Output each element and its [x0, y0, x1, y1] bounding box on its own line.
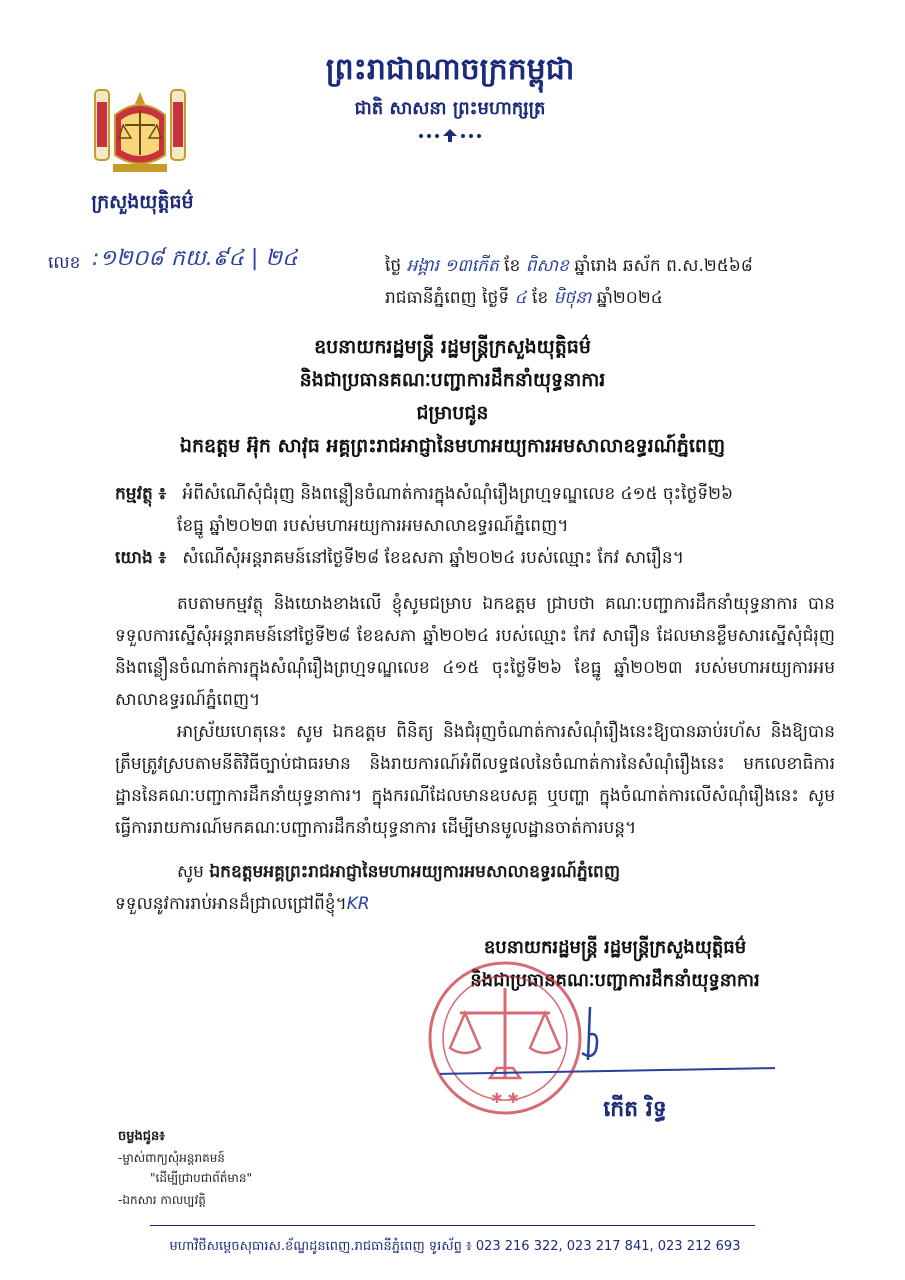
cc-item: "ដើម្បីជ្រាបជាព័ត៌មាន": [150, 1171, 252, 1185]
body-paragraph-2-text: អាស្រ័យហេតុនេះ សូម ឯកឧត្តម ពិនិត្យ និងជំរុញចំណាត់ការសំណុំរឿងនេះឱ្យបានឆាប់រហ័ស និងឱ្យបានត្រឹមត្រូវស្របតាមនីតិវិធីច្បាប់ជាធរមាន និងរាយការណ៍អំពីលទ្ធផលនៃចំណាត់ការនៃសំណុំរឿងនេះ មកលេខាធិការដ្ឋាននៃគណៈបញ្ជាការដឹកនាំយុទ្ធនាការ។ ក្នុងករណីដែលមានឧបសគ្គ ឬបញ្ហា ក្នុងចំណាត់ការលើសំណុំរឿងនេះ សូមធ្វើការរាយការណ៍មកគណៈបញ្ជាការដឹកនាំយុទ្ធនាការ ដើម្បីមានមូលដ្ឋានចាត់ការបន្ត។: [115, 722, 835, 838]
sender-title-line1: ឧបនាយករដ្ឋមន្ត្រី រដ្ឋមន្ត្រីក្រសួងយុត្តិធម៌: [314, 336, 591, 358]
signature-title-line1: ឧបនាយករដ្ឋមន្ត្រី រដ្ឋមន្ត្រីក្រសួងយុត្តិធម៌: [483, 937, 747, 958]
lunar-day-prefix: ថ្ងៃ: [385, 256, 402, 276]
solar-day: ៤: [514, 288, 527, 308]
lunar-month: ពិសាខ: [525, 256, 569, 276]
solar-month: មិថុនា: [553, 288, 592, 308]
ornament-divider-icon: [415, 126, 485, 146]
recipient-line: ឯកឧត្តម អ៊ុក សាវុធ អគ្គព្រះរាជអាជ្ញានៃមហាអយ្យការអមសាលាឧទ្ធរណ៍ភ្នំពេញ: [179, 435, 726, 457]
reference-basis-text: សំណើសុំអន្តរាគមន៍នៅថ្ងៃទី២៨ ខែឧសភា ឆ្នាំ២០២៤ របស់ឈ្មោះ កែវ សារឿន។: [182, 548, 684, 568]
initials: KR: [346, 894, 370, 914]
sender-title-line2: និងជាប្រធានគណៈបញ្ជាការដឹកនាំយុទ្ធនាការ: [299, 369, 606, 391]
svg-text:✱ ✱: ✱ ✱: [491, 1091, 519, 1107]
closing-paragraph: [115, 856, 835, 888]
subject-row: [115, 478, 835, 510]
solar-month-label: ខែ: [531, 288, 549, 308]
reference-basis-row: [115, 542, 835, 574]
footer-divider: [150, 1225, 755, 1226]
body-paragraph-1-text: តបតាមកម្មវត្ថុ និងយោងខាងលើ ខ្ញុំសូមជម្រាប ឯកឧត្តម ជ្រាបថា គណៈបញ្ជាការដឹកនាំយុទ្ធនាការ បានទទួលការស្នើសុំអន្តរាគមន៍នៅថ្ងៃទី២៨ ខែឧសភា ឆ្នាំ២០២៤ របស់ឈ្មោះ កែវ សារឿន ដែលមានខ្លឹមសារស្នើសុំជំរុញ និងពន្លឿនចំណាត់ការក្នុងសំណុំរឿងព្រហ្មទណ្ឌលេខ ៤១៥ ចុះថ្ងៃទី២៦ ខែធ្នូ ឆ្នាំ២០២៣ របស់មហាអយ្យការអមសាលាឧទ្ធរណ៍ភ្នំពេញ។: [115, 594, 835, 710]
reference-basis-label: យោង ៖: [115, 548, 167, 568]
lunar-day: អង្គារ ១៣កើត: [406, 256, 499, 276]
kingdom-motto: ជាតិ សាសនា ព្រះមហាក្សត្រ: [354, 98, 546, 119]
closing-prefix: សូម: [177, 862, 204, 882]
footer-address: មហាវិថីសម្ដេចសុធារស.ខ័ណ្ឌដូនពេញ.រាជធានីភ្នំពេញ ទូរស័ព្ទ ៖ 023 216 322, 023 217 841, 023 212 693: [169, 1239, 741, 1254]
reference-number: :១២០៨ កយ.៩៤ | ២៤: [92, 246, 298, 271]
closing-addressee: ឯកឧត្តមអគ្គព្រះរាជអាជ្ញានៃមហាអយ្យការអមសាលាឧទ្ធរណ៍ភ្នំពេញ: [209, 862, 621, 882]
kingdom-title: ព្រះរាជាណាចក្រកម្ពុជា: [325, 52, 575, 87]
solar-year: ឆ្នាំ២០២៤: [596, 288, 663, 308]
handwritten-signature-icon: [570, 1005, 610, 1065]
signer-name: កើត រិទ្ធ: [603, 1097, 667, 1122]
subject-line1: អំពីសំណើសុំជំរុញ និងពន្លឿនចំណាត់ការក្នុងសំណុំរឿងព្រហ្មទណ្ឌលេខ ៤១៥ ចុះថ្ងៃទី២៦: [182, 484, 734, 504]
ministry-emblem-icon: [85, 80, 195, 180]
lunar-date-line: [385, 255, 815, 280]
cc-item: -ឯកសារ កាលប្បវត្តិ: [118, 1193, 206, 1207]
cc-title: ចម្លងជូន៖: [118, 1129, 165, 1144]
salutation: ជម្រាបជូន: [416, 402, 489, 424]
lunar-year: ឆ្នាំរោង ឆស័ក ព.ស.២៥៦៨: [574, 256, 753, 276]
body-paragraph-1: [115, 588, 835, 716]
body-paragraph-2: [115, 716, 835, 844]
lunar-month-prefix: ខែ: [504, 256, 521, 276]
cc-item: -ម្ចាស់ពាក្យសុំអន្តរាគមន៍: [118, 1151, 225, 1165]
subject-line2: ខែធ្នូ ឆ្នាំ២០២៣ របស់មហាអយ្យការអមសាលាឧទ្ធរណ៍ភ្នំពេញ។: [177, 516, 569, 536]
closing-line2-text: ទទួលនូវការរាប់អានដ៏ជ្រាលជ្រៅពីខ្ញុំ។: [115, 894, 347, 914]
ministry-name: ក្រសួងយុត្តិធម៌: [91, 191, 194, 213]
signature-title-line2: និងជាប្រធានគណៈបញ្ជាការដឹកនាំយុទ្ធនាការ: [470, 970, 760, 991]
place-prefix: រាជធានីភ្នំពេញ ថ្ងៃទី: [385, 288, 510, 308]
solar-date-line: [385, 287, 815, 312]
closing-line2: [115, 888, 835, 920]
reference-label: លេខ: [48, 253, 81, 273]
subject-label: កម្មវត្ថុ ៖: [115, 484, 167, 504]
